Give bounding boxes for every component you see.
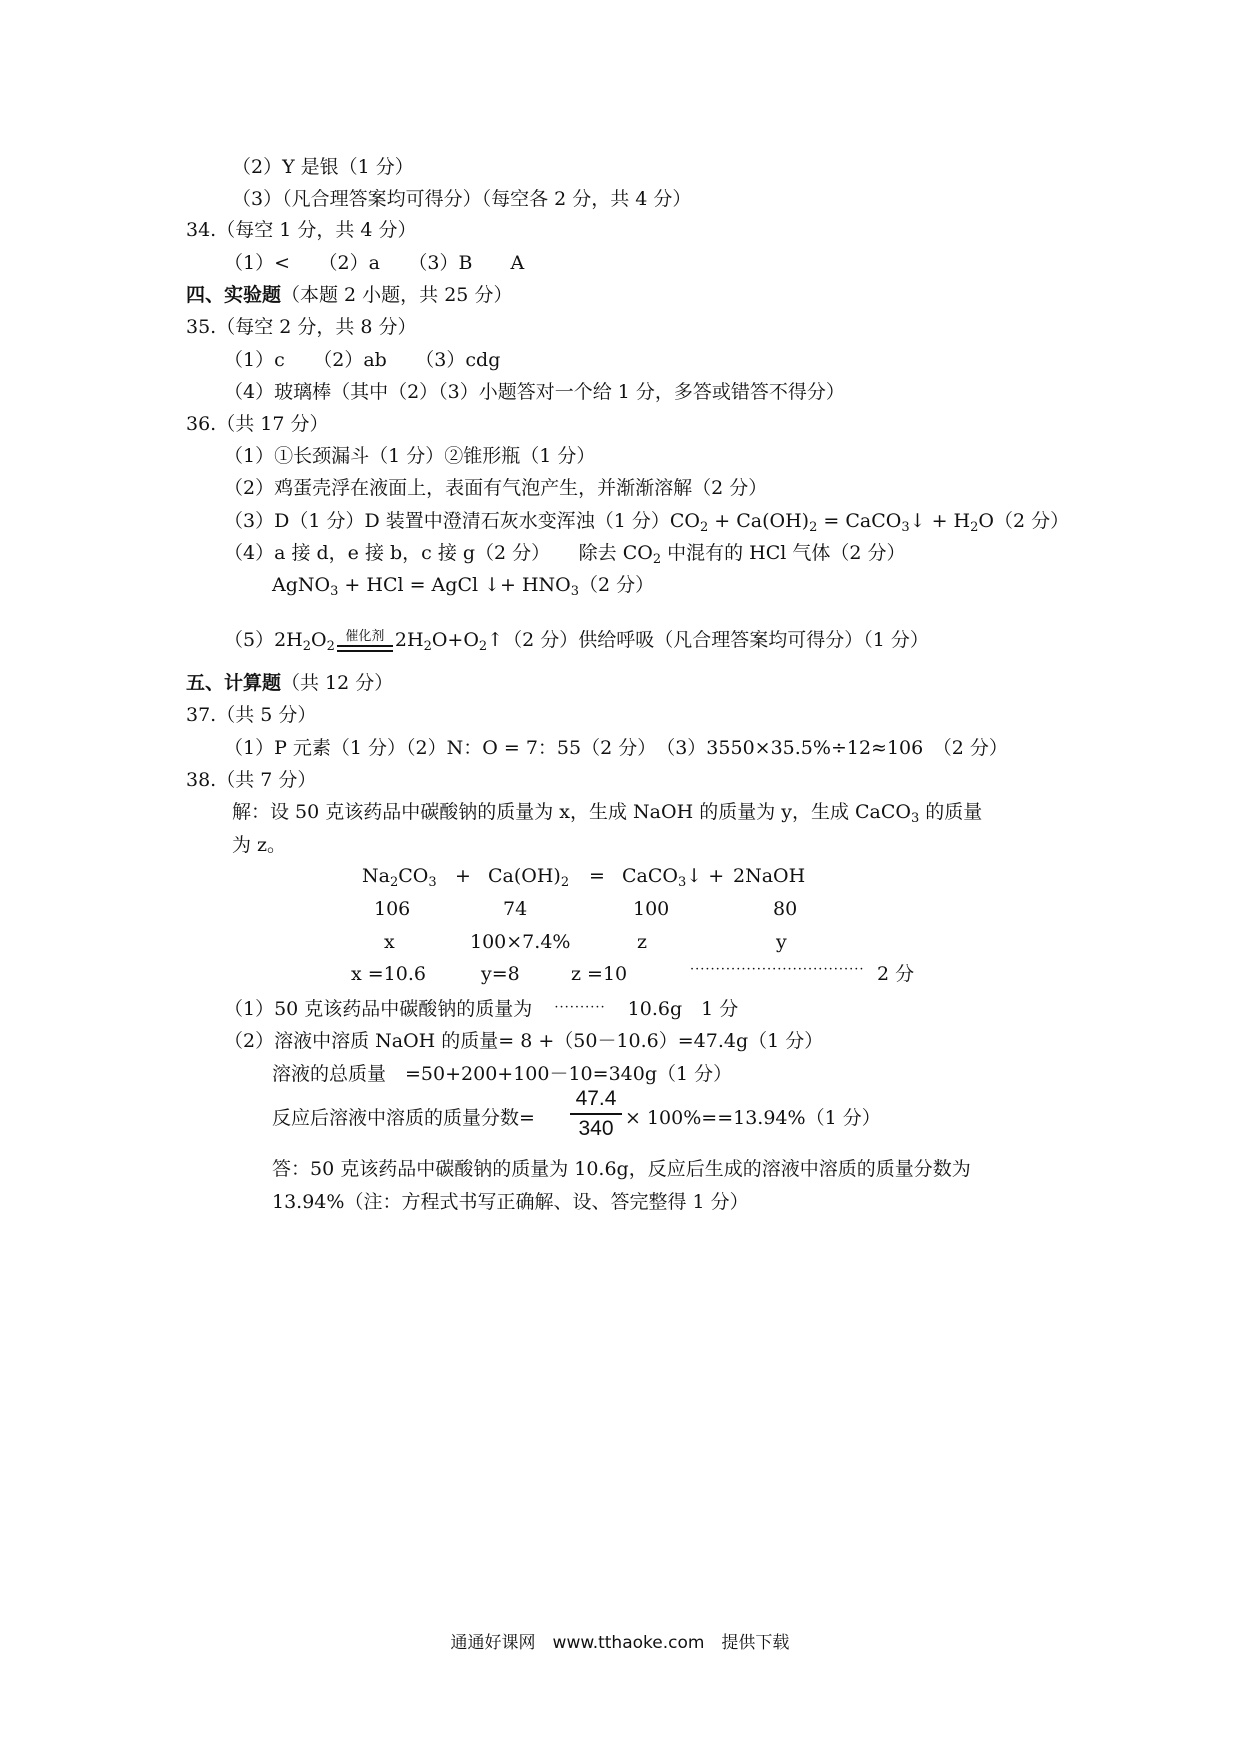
answer-33-3: （3）（凡合理答案均可得分）（每空各 2 分，共 4 分） [232, 188, 692, 210]
section-5-title: 五、计算题 [186, 672, 282, 694]
result-dots: ·································· [690, 962, 865, 977]
answer-36-3: （3）D（1 分）D 装置中澄清石灰水变浑浊（1 分）$CO_2 + Ca(OH)_2$ = CaCO$_3$↓ + $H_2O(2$ 分） [224, 510, 1070, 535]
eq-plus: + [455, 865, 471, 887]
section-4-title: 四、实验题 [186, 284, 282, 306]
solution-intro-cont: 为 z。 [232, 834, 287, 856]
catalyst-condition: 催化剂 [337, 627, 393, 652]
question-36-header: 36.（共 17 分） [186, 413, 329, 435]
mass-caco3: 100 [633, 898, 670, 920]
question-37-header: 37.（共 5 分） [186, 704, 317, 726]
solution-fraction-label: 反应后溶液中溶质的质量分数= [272, 1107, 535, 1129]
answer-35-1-3: （1）c （2）ab （3）cdg [224, 349, 501, 371]
solution-part-1: （1）50 克该药品中碳酸钠的质量为 ·········· 10.6g 1 分 [224, 998, 739, 1020]
section-4-heading [186, 283, 512, 307]
solution-part-2: （2）溶液中溶质 NaOH 的质量= 8 +（50－10.6）=47.4g（1 分） [224, 1030, 824, 1052]
question-34-header: 34.（每空 1 分，共 4 分） [186, 219, 417, 241]
answer-34: （1）< （2）a （3）B A [224, 252, 525, 274]
solution-intro: 解：设 50 克该药品中碳酸钠的质量为 x，生成 NaOH 的质量为 y，生成 CaCO$_3$ 的质量 [232, 801, 983, 826]
answer-36-2: （2）鸡蛋壳浮在液面上，表面有气泡产生，并渐渐溶解（2 分） [224, 477, 768, 499]
question-38-header: 38.（共 7 分） [186, 769, 317, 791]
answer-36-4: （4）a 接 d，e 接 b，c 接 g（2 分） 除去 $CO_2$ 中混有的 HCl 气体（2 分） [224, 542, 906, 567]
answer-statement-cont: 13.94%（注：方程式书写正确解、设、答完整得 1 分） [272, 1191, 749, 1213]
eq-na2co3: $Na_2CO_3$ [362, 865, 437, 890]
result-z: z =10 [571, 963, 628, 985]
result-y: y=8 [481, 963, 520, 985]
section-5-heading [186, 671, 393, 695]
solution-fraction-result: × 100%==13.94%（1 分） [625, 1107, 881, 1129]
question-35-header: 35.（每空 2 分，共 8 分） [186, 316, 417, 338]
eq-equals: = [589, 865, 605, 887]
mass-caoh2: 74 [503, 898, 528, 920]
answer-33-2: （2）Y 是银（1 分） [232, 156, 414, 178]
result-score: 2 分 [877, 963, 915, 985]
answer-36-5: $(5)2H_2O_2$ 催化剂 $2H_2O+O_2↑(2$ 分）供给呼吸（凡合理答案均可得分）（1 分） [224, 629, 929, 654]
var-x: x [384, 931, 395, 953]
answer-35-4: （4）玻璃棒（其中（2）（3）小题答对一个给 1 分，多答或错答不得分） [224, 381, 845, 403]
answer-37: （1）P 元素（1 分）（2）N：O = 7：55（2 分） （3）3550×35.5%÷12≈106 （2 分） [224, 737, 1008, 759]
result-x: x =10.6 [351, 963, 426, 985]
section-5-note: （共 12 分） [281, 672, 394, 694]
var-z: z [637, 931, 648, 953]
var-caoh2-mass: 100×7.4% [470, 931, 571, 953]
mass-na2co3: 106 [374, 898, 411, 920]
eq-caoh2: $Ca(OH)_2$ [488, 865, 570, 890]
eq-naoh: 2NaOH [733, 865, 806, 887]
mass-fraction [570, 1086, 622, 1142]
answer-statement: 答：50 克该药品中碳酸钠的质量为 10.6g，反应后生成的溶液中溶质的质量分数为 [272, 1158, 971, 1180]
answer-36-1: （1）①长颈漏斗（1 分）②锥形瓶（1 分） [224, 445, 596, 467]
fraction-numerator: 47.4 [575, 1087, 617, 1110]
mass-naoh: 80 [773, 898, 798, 920]
var-y: y [776, 931, 787, 953]
answer-36-4-equation: AgNO$_3$ + HCl = AgCl ↓+ $HNO_3(2$ 分） [272, 574, 655, 599]
eq-caco3: CaCO$_3$↓ + [622, 865, 725, 890]
footer-credit: 通通好课网 www.tthaoke.com 提供下载 [450, 1633, 790, 1653]
solution-total-mass: 溶液的总质量 =50+200+100－10=340g（1 分） [272, 1063, 733, 1085]
section-4-note: （本题 2 小题，共 25 分） [281, 284, 513, 306]
fraction-denominator: 340 [578, 1117, 614, 1140]
